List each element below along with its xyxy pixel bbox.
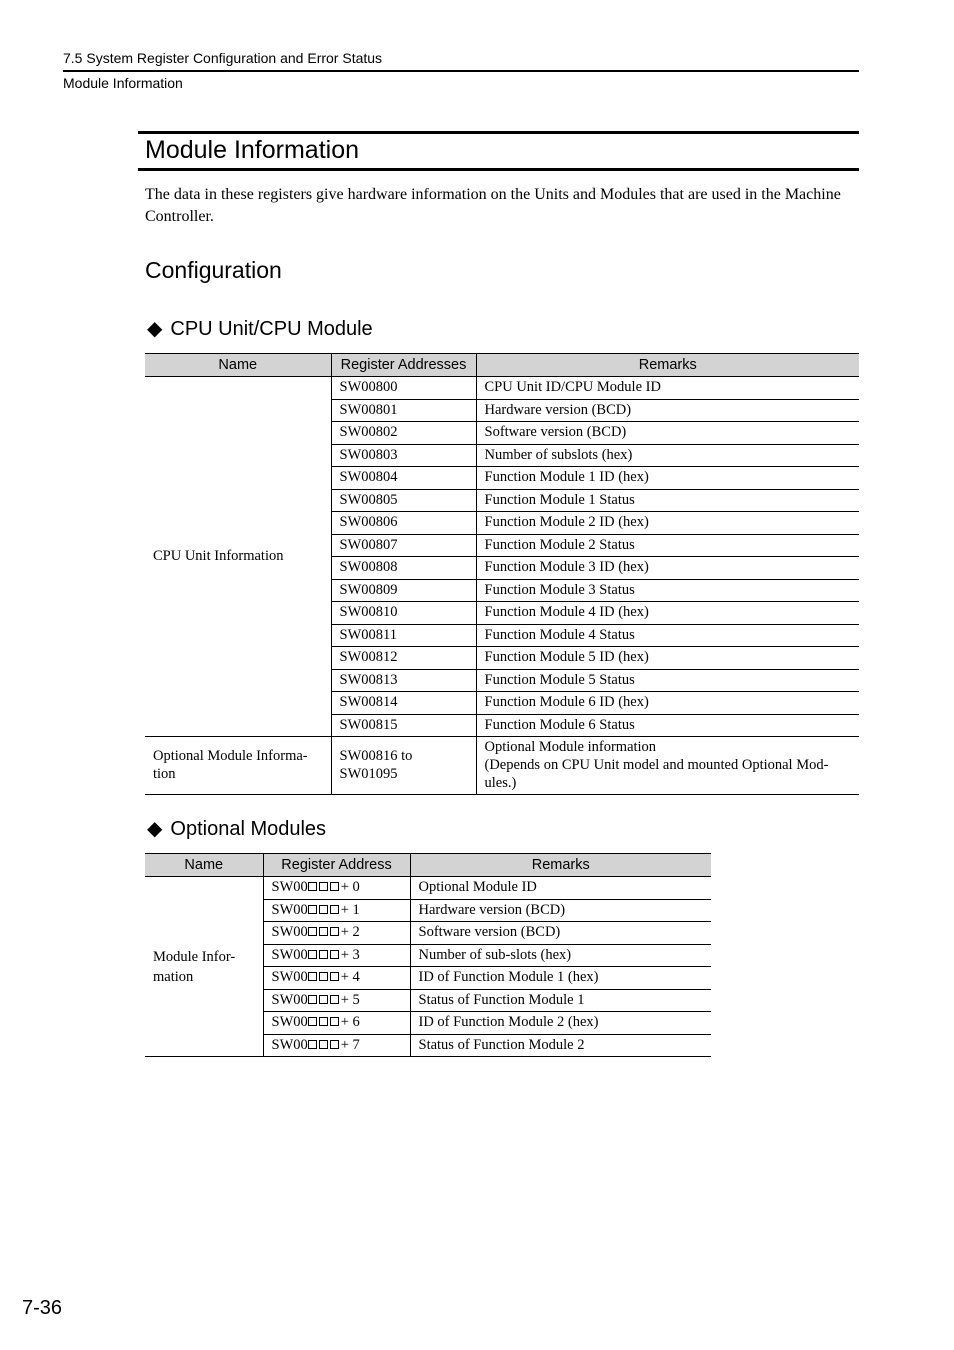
name-line: tion: [153, 766, 176, 782]
register-address-cell: [331, 737, 476, 795]
remarks-line: Optional Module information: [484, 739, 657, 755]
column-header-register-address: Register Address: [263, 854, 410, 877]
address-offset: + 6: [340, 1014, 360, 1031]
optional-section-heading-text: Optional Modules: [170, 818, 327, 840]
name-line: Module Infor-: [153, 948, 236, 965]
address-prefix: SW00: [271, 1036, 308, 1053]
remarks-cell: Function Module 2 ID (hex): [476, 512, 859, 535]
placeholder-square-icon: [319, 1040, 328, 1049]
placeholder-square-icon: [330, 950, 339, 959]
placeholder-square-icon: [330, 905, 339, 914]
address-prefix: SW00: [271, 1014, 308, 1031]
remarks-cell: Number of subslots (hex): [476, 444, 859, 467]
register-address-cell: [263, 989, 410, 1012]
column-header-name: Name: [145, 854, 263, 877]
address-offset: + 2: [340, 924, 360, 941]
register-address-cell: SW00812: [331, 647, 476, 670]
register-address-cell: SW00806: [331, 512, 476, 535]
placeholder-square-icon: [319, 882, 328, 891]
name-line: mation: [153, 968, 194, 985]
address-offset: + 5: [340, 991, 360, 1008]
register-address-cell: [263, 1012, 410, 1035]
placeholder-square-icon: [330, 995, 339, 1004]
placeholder-square-icon: [330, 882, 339, 891]
remarks-cell: Software version (BCD): [410, 922, 711, 945]
table-row: [145, 377, 859, 400]
page-title-box: [138, 131, 859, 171]
remarks-cell: Number of sub-slots (hex): [410, 944, 711, 967]
column-header-remarks: Remarks: [410, 854, 711, 877]
remarks-cell: Function Module 4 ID (hex): [476, 602, 859, 625]
column-header-name: Name: [145, 354, 331, 377]
page-number: 7-36: [22, 1297, 63, 1319]
remarks-line: (Depends on CPU Unit model and mounted Optional Mod-: [484, 757, 829, 773]
page-title: Module Information: [145, 136, 360, 164]
diamond-bullet-icon: ◆: [147, 318, 163, 340]
address-prefix: SW00: [271, 969, 308, 986]
address-offset: + 4: [340, 969, 360, 986]
remarks-cell: Function Module 6 ID (hex): [476, 692, 859, 715]
register-address-cell: [263, 967, 410, 990]
remarks-cell: Software version (BCD): [476, 422, 859, 445]
column-header-remarks: Remarks: [476, 354, 859, 377]
diamond-bullet-icon: ◆: [147, 818, 163, 840]
remarks-cell: Function Module 5 Status: [476, 669, 859, 692]
placeholder-square-icon: [319, 950, 328, 959]
running-header-subsection: Module Information: [63, 75, 183, 91]
placeholder-square-icon: [330, 1040, 339, 1049]
register-address-cell: SW00801: [331, 399, 476, 422]
column-header-register-addresses: Register Addresses: [331, 354, 476, 377]
table-row: [145, 737, 859, 795]
placeholder-square-icon: [319, 1017, 328, 1026]
running-header-section: 7.5 System Register Configuration and Error Status: [63, 50, 383, 66]
register-address-cell: [263, 1034, 410, 1057]
table-row: [145, 877, 711, 900]
register-address-cell: SW00807: [331, 534, 476, 557]
cpu-register-table: [145, 353, 859, 795]
register-address-cell: SW00805: [331, 489, 476, 512]
remarks-cell: Function Module 1 ID (hex): [476, 467, 859, 490]
placeholder-square-icon: [308, 972, 317, 981]
register-address-cell: [263, 899, 410, 922]
address-line: SW01095: [339, 766, 398, 782]
placeholder-square-icon: [308, 1040, 317, 1049]
remarks-cell: Function Module 2 Status: [476, 534, 859, 557]
register-address-cell: SW00811: [331, 624, 476, 647]
register-address-cell: SW00803: [331, 444, 476, 467]
placeholder-square-icon: [319, 995, 328, 1004]
address-prefix: SW00: [271, 901, 308, 918]
address-offset: + 0: [340, 879, 360, 896]
placeholder-square-icon: [308, 905, 317, 914]
name-cell: [145, 877, 263, 1057]
cpu-section-heading: [147, 316, 373, 341]
register-address-cell: SW00815: [331, 714, 476, 737]
name-cell: CPU Unit Information: [145, 377, 331, 737]
register-address-cell: SW00813: [331, 669, 476, 692]
address-offset: + 1: [340, 901, 360, 918]
register-address-cell: SW00804: [331, 467, 476, 490]
cpu-section-heading-text: CPU Unit/CPU Module: [170, 318, 373, 340]
placeholder-square-icon: [330, 972, 339, 981]
remarks-line: ules.): [484, 775, 517, 791]
register-address-cell: SW00810: [331, 602, 476, 625]
remarks-cell: Hardware version (BCD): [410, 899, 711, 922]
address-prefix: SW00: [271, 879, 308, 896]
placeholder-square-icon: [308, 882, 317, 891]
configuration-heading: Configuration: [145, 257, 282, 283]
placeholder-square-icon: [330, 927, 339, 936]
placeholder-square-icon: [308, 995, 317, 1004]
placeholder-square-icon: [319, 972, 328, 981]
address-prefix: SW00: [271, 991, 308, 1008]
remarks-cell: Hardware version (BCD): [476, 399, 859, 422]
placeholder-square-icon: [308, 927, 317, 936]
header-rule: [63, 70, 859, 72]
address-prefix: SW00: [271, 924, 308, 941]
placeholder-square-icon: [319, 927, 328, 936]
placeholder-square-icon: [330, 1017, 339, 1026]
remarks-cell: Function Module 1 Status: [476, 489, 859, 512]
register-address-cell: SW00809: [331, 579, 476, 602]
address-offset: + 7: [340, 1036, 360, 1053]
intro-paragraph: The data in these registers give hardware information on the Units and Modules that are used in the Machine Controller.: [145, 186, 841, 225]
remarks-cell: Function Module 3 ID (hex): [476, 557, 859, 580]
remarks-cell: Optional Module ID: [410, 877, 711, 900]
remarks-cell: ID of Function Module 1 (hex): [410, 967, 711, 990]
remarks-cell: [476, 737, 859, 795]
remarks-cell: CPU Unit ID/CPU Module ID: [476, 377, 859, 400]
remarks-cell: ID of Function Module 2 (hex): [410, 1012, 711, 1035]
name-cell: [145, 737, 331, 795]
register-address-cell: [263, 877, 410, 900]
register-address-cell: [263, 944, 410, 967]
placeholder-square-icon: [319, 905, 328, 914]
remarks-cell: Status of Function Module 2: [410, 1034, 711, 1057]
name-line: Optional Module Informa-: [153, 748, 308, 764]
remarks-cell: Function Module 5 ID (hex): [476, 647, 859, 670]
address-line: SW00816 to: [339, 748, 413, 764]
optional-section-heading: [147, 816, 326, 841]
register-address-cell: SW00802: [331, 422, 476, 445]
optional-module-register-table: [145, 853, 711, 1057]
remarks-cell: Function Module 3 Status: [476, 579, 859, 602]
address-prefix: SW00: [271, 946, 308, 963]
remarks-cell: Status of Function Module 1: [410, 989, 711, 1012]
remarks-cell: Function Module 6 Status: [476, 714, 859, 737]
placeholder-square-icon: [308, 950, 317, 959]
register-address-cell: [263, 922, 410, 945]
register-address-cell: SW00814: [331, 692, 476, 715]
register-address-cell: SW00800: [331, 377, 476, 400]
register-address-cell: SW00808: [331, 557, 476, 580]
placeholder-square-icon: [308, 1017, 317, 1026]
remarks-cell: Function Module 4 Status: [476, 624, 859, 647]
address-offset: + 3: [340, 946, 360, 963]
